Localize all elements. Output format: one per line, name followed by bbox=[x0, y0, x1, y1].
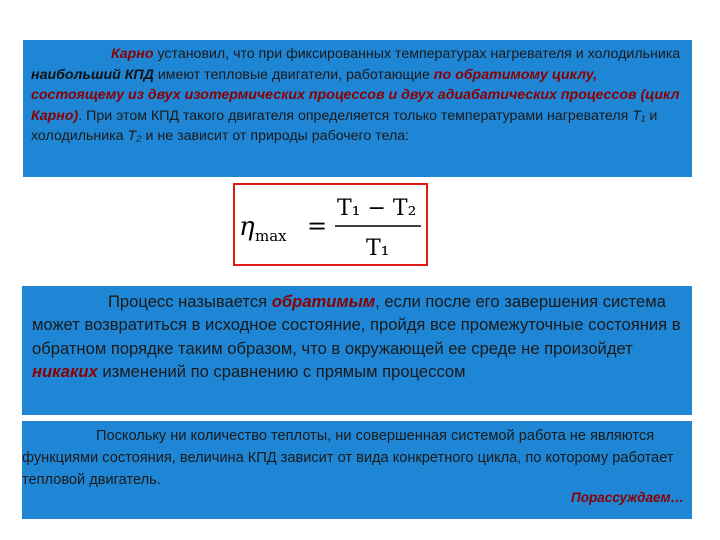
carnot-name: Карно bbox=[111, 46, 154, 62]
lets-reason-label: Порассуждаем… bbox=[570, 490, 684, 505]
carnot-text-4: и холодильника bbox=[31, 107, 658, 144]
equals-sign: = bbox=[307, 212, 328, 240]
carnot-text-block bbox=[23, 40, 692, 177]
carnot-text-1: установил, что при фиксированных температурах нагревателя и холодильника bbox=[153, 46, 681, 62]
reversible-text-3: изменений по сравнению с прямым процессом bbox=[97, 361, 466, 381]
max-efficiency-phrase: наибольший КПД bbox=[31, 66, 154, 83]
carnot-text-5: и не зависит от природы рабочего тела: bbox=[141, 128, 410, 144]
numerator: T₁ − T₂ bbox=[337, 196, 417, 221]
heater-temperature: T₁ bbox=[632, 107, 646, 124]
denominator: T₁ bbox=[366, 236, 390, 261]
none-word: никаких bbox=[32, 361, 98, 381]
carnot-text-3: . При этом КПД такого двигателя определяется только температурами нагревателя bbox=[78, 107, 633, 124]
efficiency-cycle-text: Поскольку ни количество теплоты, ни совершенная системой работа не являются функциями состояния, величина КПД зависит от вида конкретного цикла, по которому работает тепловой двигатель. bbox=[22, 428, 674, 488]
reversible-word: обратимым bbox=[271, 292, 376, 311]
cooler-temperature: T₂ bbox=[127, 128, 142, 144]
formula-svg bbox=[235, 185, 430, 268]
reversible-process-block bbox=[22, 286, 692, 415]
reversible-cycle-phrase: по обратимому циклу, состоящему из двух изотермических процессов и двух адиабатических процессов (цикл Карно) bbox=[31, 66, 680, 124]
eta-symbol: η bbox=[239, 212, 255, 242]
carnot-text-2: имеют тепловые двигатели, работающие bbox=[153, 66, 434, 83]
eta-subscript: max bbox=[255, 227, 287, 245]
efficiency-cycle-block bbox=[22, 421, 692, 519]
reversible-text-2: , если после его завершения система может возвратиться в исходное состояние, пройдя все промежуточные состояния в обратном порядке таким образом, что в окружающей ее среде не произойдет bbox=[32, 292, 681, 358]
reversible-text-1: Процесс называется bbox=[108, 292, 272, 311]
efficiency-formula bbox=[233, 183, 428, 266]
